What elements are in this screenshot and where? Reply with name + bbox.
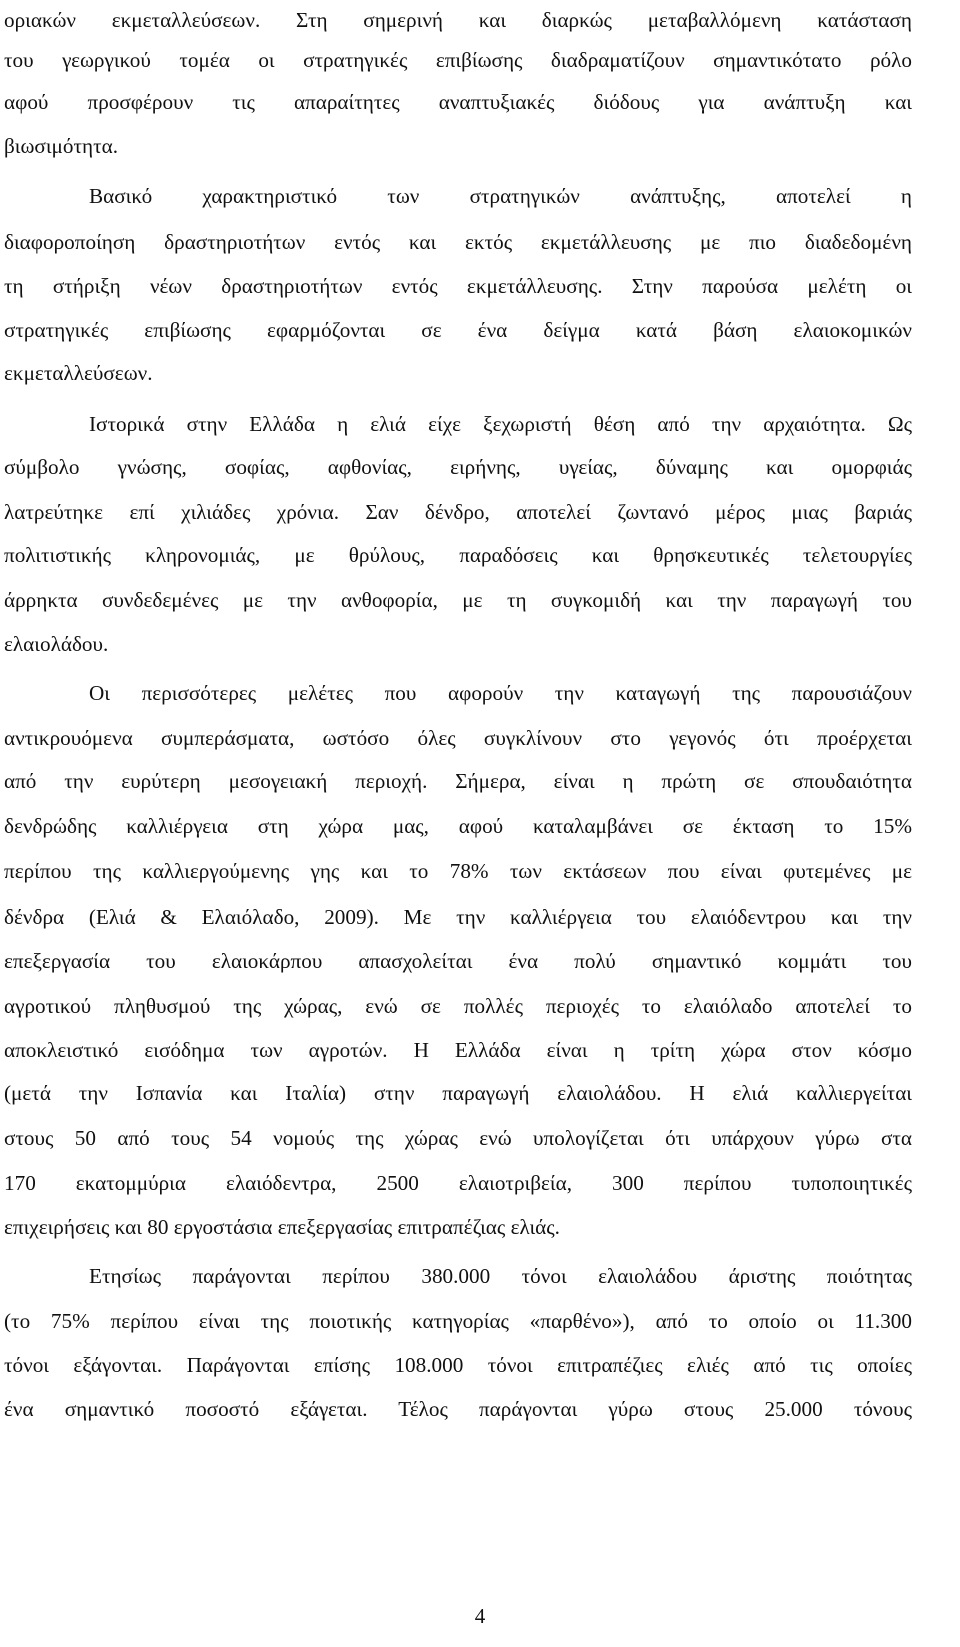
text-line: (το 75% περίπου είναι της ποιοτικής κατηγορίας «παρθένο»), από το οποίο οι 11.300 (4, 1309, 912, 1333)
text-line: Ετησίως παράγονται περίπου 380.000 τόνοι ελαιολάδου άριστης ποιότητας (89, 1264, 912, 1288)
text-line: τόνοι εξάγονται. Παράγονται επίσης 108.000 τόνοι επιτραπέζιες ελιές από τις οποίες (4, 1353, 912, 1377)
text-line: Βασικό χαρακτηριστικό των στρατηγικών ανάπτυξης, αποτελεί η (89, 184, 912, 208)
text-line: σύμβολο γνώσης, σοφίας, αφθονίας, ειρήνης, υγείας, δύναμης και ομορφιάς (4, 455, 912, 479)
text-line: αγροτικού πληθυσμού της χώρας, ενώ σε πολλές περιοχές το ελαιόλαδο αποτελεί το (4, 994, 912, 1018)
text-line: από την ευρύτερη μεσογειακή περιοχή. Σήμερα, είναι η πρώτη σε σπουδαιότητα (4, 769, 912, 793)
text-line: του γεωργικού τομέα οι στρατηγικές επιβίωσης διαδραματίζουν σημαντικότατο ρόλο (4, 48, 912, 72)
text-line: Ιστορικά στην Ελλάδα η ελιά είχε ξεχωριστή θέση από την αρχαιότητα. Ως (89, 412, 912, 436)
text-line: πολιτιστικής κληρονομιάς, με θρύλους, παραδόσεις και θρησκευτικές τελετουργίες (4, 543, 912, 567)
text-line: οριακών εκμεταλλεύσεων. Στη σημερινή και διαρκώς μεταβαλλόμενη κατάσταση (4, 8, 912, 32)
text-line: αποκλειστικό εισόδημα των αγροτών. Η Ελλάδα είναι η τρίτη χώρα στον κόσμο (4, 1038, 912, 1062)
text-line: αντικρουόμενα συμπεράσματα, ωστόσο όλες συγκλίνουν στο γεγονός ότι προέρχεται (4, 726, 912, 750)
text-line: βιωσιμότητα. (4, 134, 119, 158)
text-line: ένα σημαντικό ποσοστό εξάγεται. Τέλος παράγονται γύρω στους 25.000 τόνους (4, 1397, 912, 1421)
text-line: ελαιολάδου. (4, 632, 109, 656)
text-line: λατρεύτηκε επί χιλιάδες χρόνια. Σαν δένδρο, αποτελεί ζωντανό μέρος μιας βαριάς (4, 500, 912, 524)
text-line: τη στήριξη νέων δραστηριοτήτων εντός εκμετάλλευσης. Στην παρούσα μελέτη οι (4, 274, 912, 298)
text-line: (μετά την Ισπανία και Ιταλία) στην παραγωγή ελαιολάδου. Η ελιά καλλιεργείται (4, 1081, 912, 1105)
text-line: διαφοροποίηση δραστηριοτήτων εντός και εκτός εκμετάλλευσης με πιο διαδεδομένη (4, 230, 912, 254)
page-number: 4 (474, 1604, 486, 1628)
text-line: περίπου της καλλιεργούμενης γης και το 78% των εκτάσεων που είναι φυτεμένες με (4, 859, 912, 883)
text-line: επιχειρήσεις και 80 εργοστάσια επεξεργασίας επιτραπέζιας ελιάς. (4, 1215, 560, 1239)
text-line: δένδρα (Ελιά & Ελαιόλαδο, 2009). Με την καλλιέργεια του ελαιόδεντρου και την (4, 905, 912, 929)
text-line: στρατηγικές επιβίωσης εφαρμόζονται σε ένα δείγμα κατά βάση ελαιοκομικών (4, 318, 912, 342)
text-line: δενδρώδης καλλιέργεια στη χώρα μας, αφού καταλαμβάνει σε έκταση το 15% (4, 814, 912, 838)
text-line: εκμεταλλεύσεων. (4, 361, 153, 385)
text-line: Οι περισσότερες μελέτες που αφορούν την καταγωγή της παρουσιάζουν (89, 681, 912, 705)
text-line: 170 εκατομμύρια ελαιόδεντρα, 2500 ελαιοτριβεία, 300 περίπου τυποποιητικές (4, 1171, 912, 1195)
text-line: επεξεργασία του ελαιοκάρπου απασχολείται ένα πολύ σημαντικό κομμάτι του (4, 949, 912, 973)
text-line: άρρηκτα συνδεδεμένες με την ανθοφορία, με τη συγκομιδή και την παραγωγή του (4, 588, 912, 612)
text-line: αφού προσφέρουν τις απαραίτητες αναπτυξιακές διόδους για ανάπτυξη και (4, 90, 912, 114)
text-line: στους 50 από τους 54 νομούς της χώρας ενώ υπολογίζεται ότι υπάρχουν γύρω στα (4, 1126, 912, 1150)
